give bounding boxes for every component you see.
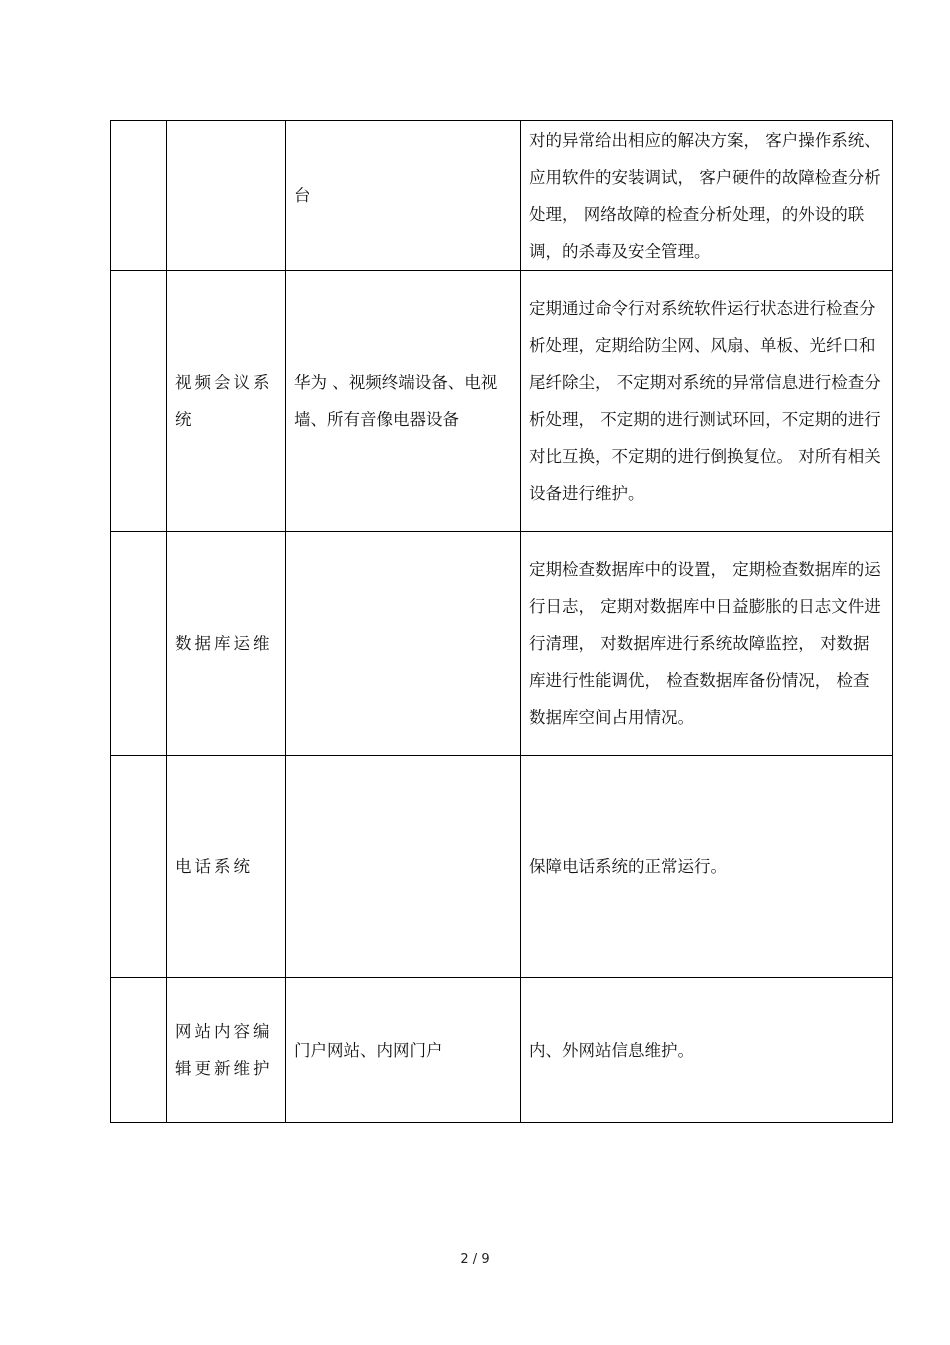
devices-cell: 台 — [286, 121, 521, 271]
table-row — [111, 121, 893, 271]
index-cell — [111, 271, 167, 532]
index-cell — [111, 121, 167, 271]
devices-cell: 华为 、视频终端设备、电视墙、所有音像电器设备 — [286, 271, 521, 532]
system-cell: 电话系统 — [167, 756, 286, 978]
table-row — [111, 978, 893, 1123]
tasks-cell: 保障电话系统的正常运行。 — [521, 756, 893, 978]
table-row — [111, 271, 893, 532]
devices-cell — [286, 532, 521, 756]
tasks-cell: 对的异常给出相应的解决方案， 客户操作系统、应用软件的安装调试， 客户硬件的故障检查分析处理， 网络故障的检查分析处理，的外设的联调，的杀毒及安全管理。 — [521, 121, 893, 271]
page-number: 2 / 9 — [460, 1252, 490, 1267]
devices-cell: 门户网站、内网门户 — [286, 978, 521, 1123]
tasks-cell: 定期通过命令行对系统软件运行状态进行检查分析处理，定期给防尘网、风扇、单板、光纤口和尾纤除尘， 不定期对系统的异常信息进行检查分析处理， 不定期的进行测试环回，不定期的进行对比互换，不定期的进行倒换复位。 对所有相关设备进行维护。 — [521, 271, 893, 532]
tasks-cell: 内、外网站信息维护。 — [521, 978, 893, 1123]
index-cell — [111, 756, 167, 978]
maintenance-table — [110, 120, 893, 1123]
index-cell — [111, 532, 167, 756]
table-row — [111, 756, 893, 978]
system-cell — [167, 121, 286, 271]
tasks-cell: 定期检查数据库中的设置， 定期检查数据库的运行日志， 定期对数据库中日益膨胀的日志文件进行清理， 对数据库进行系统故障监控， 对数据库进行性能调优， 检查数据库备份情况， 检查数据库空间占用情况。 — [521, 532, 893, 756]
table-row — [111, 532, 893, 756]
system-cell: 数据库运维 — [167, 532, 286, 756]
index-cell — [111, 978, 167, 1123]
system-cell: 网站内容编辑更新维护 — [167, 978, 286, 1123]
system-cell: 视频会议系统 — [167, 271, 286, 532]
devices-cell — [286, 756, 521, 978]
